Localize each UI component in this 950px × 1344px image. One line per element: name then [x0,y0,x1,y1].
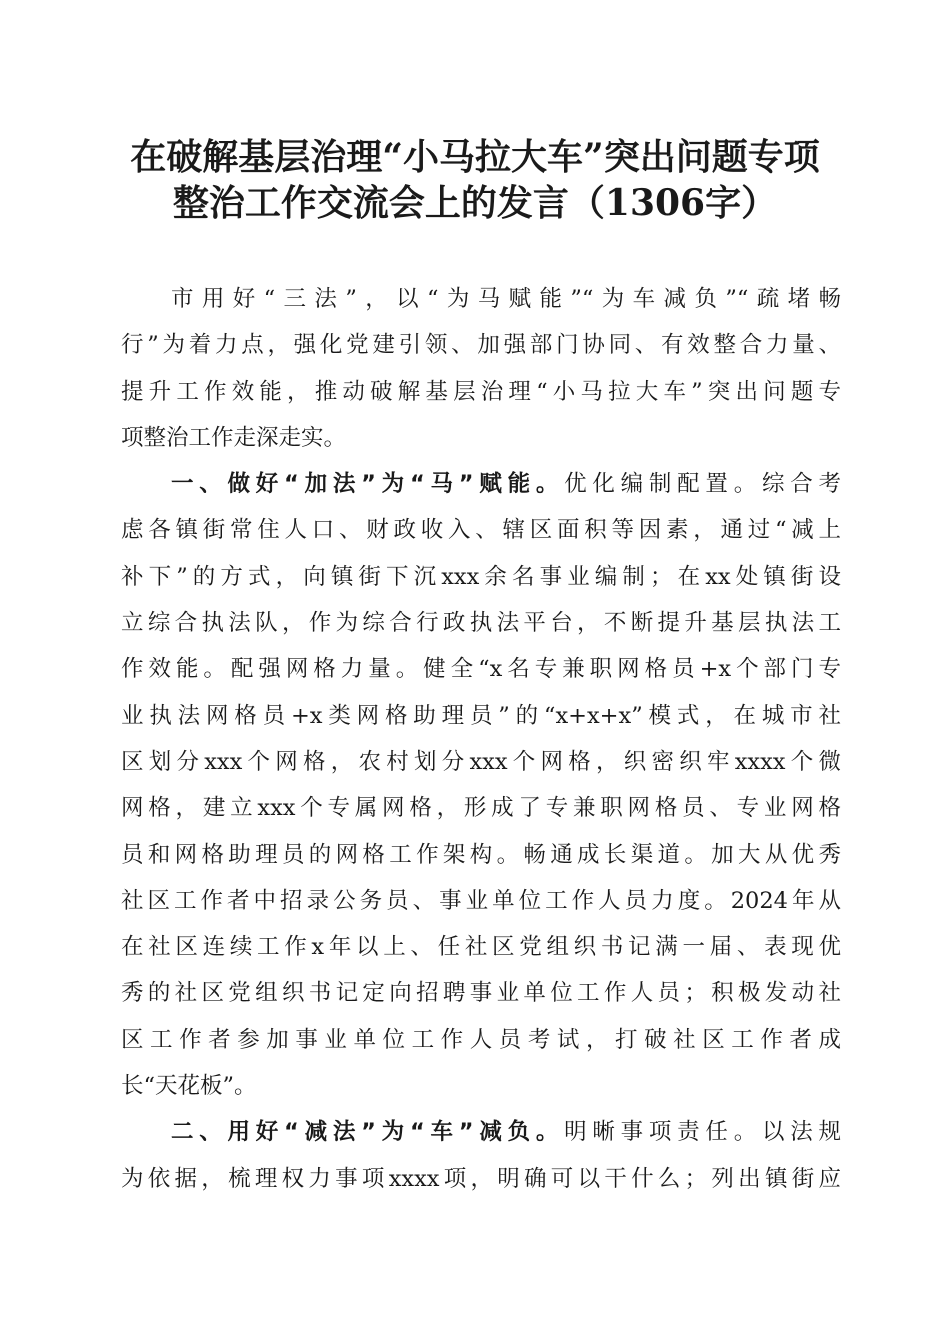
paragraph-intro [121,276,841,461]
paragraph-section-one [121,461,841,1109]
text-run: 明晰事项责任。以法规 [564,1119,841,1146]
document-body [121,276,841,1202]
text-line [121,1109,841,1155]
text-line: 网格，建立xxx个专属网格，形成了专兼职网格员、专业网格 [121,795,841,822]
section-heading: 一、做好“加法”为“马”赋能。 [171,471,565,498]
text-line: 立综合执法队，作为综合行政执法平台，不断提升基层执法工 [121,610,841,637]
text-line: 为依据，梳理权力事项xxxx项，明确可以干什么；列出镇街应 [121,1165,841,1192]
section-heading: 二、用好“减法”为“车”减负。 [171,1119,565,1146]
text-line: 补下”的方式，向镇街下沉xxx余名事业编制；在xx处镇街设 [121,563,841,590]
text-line: 长“天花板”。 [121,1073,257,1100]
text-line [121,461,841,507]
text-line: 虑各镇街常住人口、财政收入、辖区面积等因素，通过“减上 [121,517,841,544]
text-line: 业执法网格员+x类网格助理员”的“x+x+x”模式，在城市社 [121,702,841,729]
text-line: 项整治工作走深走实。 [121,424,347,451]
text-line: 社区工作者中招录公务员、事业单位工作人员力度。2024年从 [121,887,841,914]
text-line: 区划分xxx个网格，农村划分xxx个网格，织密织牢xxxx个微 [121,748,841,775]
title-line: 在破解基层治理“小马拉大车”突出问题专项 [130,136,820,178]
text-run: 优化编制配置。综合考 [564,471,841,498]
text-line: 区工作者参加事业单位工作人员考试，打破社区工作者成 [121,1026,841,1053]
document-title [100,134,850,226]
text-line: 秀的社区党组织书记定向招聘事业单位工作人员；积极发动社 [121,980,841,1007]
paragraph-section-two [121,1109,841,1202]
text-line: 行”为着力点，强化党建引领、加强部门协同、有效整合力量、 [121,332,841,359]
title-line: 整治工作交流会上的发言（1306字） [172,182,778,224]
text-line: 作效能。配强网格力量。健全“x名专兼职网格员+x个部门专 [121,656,841,683]
text-line: 市用好“三法”，以“为马赋能”“为车减负”“疏堵畅 [171,286,841,312]
text-line: 提升工作效能，推动破解基层治理“小马拉大车”突出问题专 [121,378,841,405]
text-line: 在社区连续工作x年以上、任社区党组织书记满一届、表现优 [121,934,841,961]
text-line: 员和网格助理员的网格工作架构。畅通成长渠道。加大从优秀 [121,841,841,868]
